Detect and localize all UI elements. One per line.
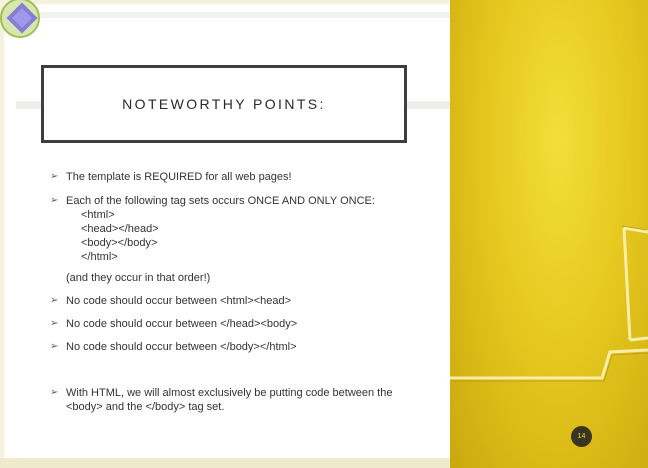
frame-left [0, 0, 4, 468]
bullet-line: <body> and the </body> tag set. [66, 401, 225, 413]
decorative-orb-icon [0, 0, 46, 44]
bullet-text: The template is REQUIRED for all web pages! [66, 171, 292, 183]
order-note: (and they occur in that order!) [66, 272, 211, 284]
tag-line: </html> [81, 251, 118, 263]
bullet-line: Each of the following tag sets occurs ONCE AND ONLY ONCE: [66, 195, 375, 207]
bullet-text: No code should occur between <html><head> [66, 295, 292, 307]
arrow-bullet-icon: ➢ [50, 387, 59, 398]
arrow-bullet-icon: ➢ [50, 195, 59, 206]
arrow-bullet-icon: ➢ [50, 171, 59, 182]
frame-bottom [0, 458, 450, 468]
bullet-text [66, 386, 436, 414]
bullet-text: No code should occur between </body></html> [66, 341, 297, 353]
yellow-accent-panel [450, 0, 648, 468]
decor-band-top [16, 12, 450, 18]
page-number-badge: 14 [571, 426, 592, 447]
bullet-text [66, 194, 436, 264]
arrow-bullet-icon: ➢ [50, 318, 59, 329]
tag-line: <html> [81, 209, 115, 221]
arrow-bullet-icon: ➢ [50, 341, 59, 352]
tag-line: <body></body> [81, 237, 158, 249]
tag-line: <head></head> [81, 223, 159, 235]
title-box [41, 65, 407, 143]
exclamation-outline-graphic [450, 0, 648, 468]
frame-top [0, 0, 450, 4]
arrow-bullet-icon: ➢ [50, 295, 59, 306]
bullet-text: No code should occur between </head><body> [66, 318, 298, 330]
bullet-line: With HTML, we will almost exclusively be putting code between the [66, 387, 393, 399]
slide-title: NOTEWORTHY POINTS: [122, 96, 326, 112]
